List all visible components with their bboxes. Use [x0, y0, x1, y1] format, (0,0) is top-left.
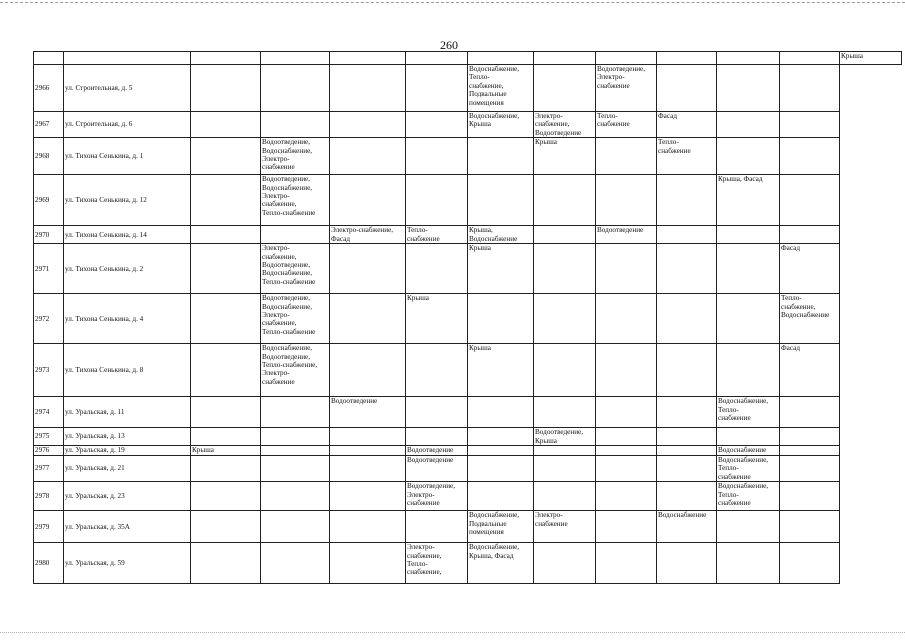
row-number: 2972 — [34, 294, 64, 344]
work-cell — [468, 482, 534, 511]
work-cell — [406, 65, 468, 112]
work-cell: Водоотведение — [596, 226, 657, 244]
work-cell — [330, 138, 406, 175]
row-address: ул. Уральская, д. 35А — [64, 511, 191, 543]
row-address: ул. Тихона Сенькина, д. 1 — [64, 138, 191, 175]
work-cell — [191, 138, 261, 175]
work-cell — [330, 244, 406, 294]
work-cell — [191, 344, 261, 397]
work-cell: Водоснабжение, Крыша — [468, 112, 534, 138]
work-cell: Водоотведение — [330, 397, 406, 428]
work-cell — [468, 294, 534, 344]
header-cell — [468, 52, 534, 65]
work-cell — [717, 543, 780, 584]
work-cell: Водоснабжение, Подвальные помещения — [468, 511, 534, 543]
row-address: ул. Тихона Сенькина, д. 12 — [64, 175, 191, 226]
work-cell — [534, 294, 596, 344]
row-number: 2973 — [34, 344, 64, 397]
work-cell — [780, 138, 840, 175]
work-cell: Крыша — [534, 138, 596, 175]
table-row — [34, 175, 902, 226]
table-row — [34, 65, 902, 112]
work-cell — [717, 65, 780, 112]
work-cell — [261, 397, 330, 428]
work-cell — [330, 65, 406, 112]
work-cell — [330, 446, 406, 456]
work-cell — [330, 175, 406, 226]
work-cell — [534, 65, 596, 112]
header-cell — [780, 52, 840, 65]
work-cell — [261, 482, 330, 511]
work-cell — [780, 175, 840, 226]
header-cell — [64, 52, 191, 65]
row-address: ул. Уральская, д. 23 — [64, 482, 191, 511]
work-cell: Электро- снабжение, Водоотведение — [534, 112, 596, 138]
row-number: 2971 — [34, 244, 64, 294]
table-row — [34, 112, 902, 138]
work-cell: Крыша — [191, 446, 261, 456]
row-address: ул. Уральская, д. 21 — [64, 456, 191, 482]
work-cell — [406, 428, 468, 446]
work-cell — [596, 543, 657, 584]
table-row — [34, 446, 902, 456]
work-cell — [596, 428, 657, 446]
table-row — [34, 428, 902, 446]
work-cell — [717, 428, 780, 446]
work-cell — [780, 226, 840, 244]
table-row — [34, 482, 902, 511]
work-cell — [780, 397, 840, 428]
work-cell — [534, 344, 596, 397]
work-cell — [657, 65, 717, 112]
work-cell: Водоотведение, Водоснабжение, Электро- снабжение, Тепло-снабжение — [261, 175, 330, 226]
work-cell — [406, 112, 468, 138]
work-cell — [261, 65, 330, 112]
row-number: 2978 — [34, 482, 64, 511]
work-cell: Крыша, Фасад — [717, 175, 780, 226]
work-cell — [657, 344, 717, 397]
work-cell — [780, 112, 840, 138]
work-cell: Водоотведение, Электро- снабжение — [596, 65, 657, 112]
work-cell — [468, 138, 534, 175]
work-cell — [657, 294, 717, 344]
work-cell: Тепло- снабжение — [657, 138, 717, 175]
work-cell: Водоснабжение, Тепло- снабжение, Подвальные помещения — [468, 65, 534, 112]
header-cell — [596, 52, 657, 65]
work-cell — [468, 397, 534, 428]
work-cell — [534, 226, 596, 244]
table-body — [34, 52, 902, 584]
work-cell: Тепло- снабжение — [406, 226, 468, 244]
work-cell: Крыша — [406, 294, 468, 344]
work-cell — [596, 482, 657, 511]
work-cell: Тепло- снабжение, Водоснабжение — [780, 294, 840, 344]
work-cell — [534, 397, 596, 428]
work-cell: Тепло- снабжение — [596, 112, 657, 138]
work-cell — [468, 446, 534, 456]
work-cell — [657, 244, 717, 294]
work-cell: Водоснабжение, Водоотведение, Тепло-снабжение, Электро- снабжение — [261, 344, 330, 397]
work-cell — [717, 112, 780, 138]
header-cell — [406, 52, 468, 65]
work-cell — [191, 456, 261, 482]
work-cell — [717, 226, 780, 244]
work-cell — [780, 543, 840, 584]
work-cell: Водоснабжение, Тепло- снабжение — [717, 482, 780, 511]
header-cell — [191, 52, 261, 65]
row-address: ул. Уральская, д. 19 — [64, 446, 191, 456]
work-cell — [191, 112, 261, 138]
work-cell: Водоотведение — [406, 446, 468, 456]
work-cell — [191, 428, 261, 446]
row-number: 2980 — [34, 543, 64, 584]
table-row — [34, 543, 902, 584]
work-cell — [261, 226, 330, 244]
work-cell — [596, 344, 657, 397]
work-cell — [657, 446, 717, 456]
work-cell — [596, 138, 657, 175]
header-cell — [261, 52, 330, 65]
work-cell: Электро- снабжение — [534, 511, 596, 543]
work-cell — [596, 456, 657, 482]
work-cell — [330, 543, 406, 584]
table-row — [34, 294, 902, 344]
work-cell — [780, 511, 840, 543]
work-cell — [657, 543, 717, 584]
work-cell — [406, 175, 468, 226]
work-cell — [330, 482, 406, 511]
work-cell — [596, 294, 657, 344]
work-cell — [717, 511, 780, 543]
work-cell — [468, 428, 534, 446]
row-address: ул. Тихона Сенькина, д. 8 — [64, 344, 191, 397]
work-cell — [261, 112, 330, 138]
work-cell: Водоотведение, Электро- снабжение — [406, 482, 468, 511]
work-cell — [191, 175, 261, 226]
work-cell — [330, 428, 406, 446]
row-address: ул. Уральская, д. 59 — [64, 543, 191, 584]
work-cell: Водоснабжение, Тепло- снабжение — [717, 397, 780, 428]
work-cell: Крыша — [468, 244, 534, 294]
work-cell — [534, 456, 596, 482]
work-cell — [191, 65, 261, 112]
work-cell — [596, 244, 657, 294]
work-cell — [534, 446, 596, 456]
scan-edge-top — [0, 2, 905, 3]
work-cell — [717, 244, 780, 294]
row-address: ул. Строительная, д. 5 — [64, 65, 191, 112]
work-cell — [717, 344, 780, 397]
work-cell — [717, 138, 780, 175]
work-cell: Водоснабжение, Тепло- снабжение — [717, 456, 780, 482]
row-address: ул. Тихона Сенькина, д. 4 — [64, 294, 191, 344]
work-cell: Водоотведение, Водоснабжение, Электро- снабжение, Тепло-снабжение — [261, 294, 330, 344]
table-row — [34, 138, 902, 175]
work-cell — [780, 65, 840, 112]
work-cell: Фасад — [780, 244, 840, 294]
header-cell — [330, 52, 406, 65]
work-cell — [534, 175, 596, 226]
header-cell — [657, 52, 717, 65]
row-address: ул. Тихона Сенькина, д. 14 — [64, 226, 191, 244]
work-cell — [596, 175, 657, 226]
work-cell — [261, 456, 330, 482]
row-number: 2970 — [34, 226, 64, 244]
work-cell: Водоснабжение — [717, 446, 780, 456]
work-cell — [406, 511, 468, 543]
table-row — [34, 244, 902, 294]
work-cell — [596, 446, 657, 456]
work-cell — [657, 456, 717, 482]
work-cell — [406, 244, 468, 294]
work-cell — [534, 543, 596, 584]
row-number: 2966 — [34, 65, 64, 112]
work-cell — [261, 446, 330, 456]
work-cell — [780, 446, 840, 456]
row-number: 2968 — [34, 138, 64, 175]
work-cell — [406, 138, 468, 175]
row-number: 2977 — [34, 456, 64, 482]
work-cell — [468, 175, 534, 226]
table-row — [34, 344, 902, 397]
work-cell — [330, 511, 406, 543]
work-cell: Электро- снабжение, Водоотведение, Водоснабжение, Тепло-снабжение — [261, 244, 330, 294]
work-cell — [780, 428, 840, 446]
row-address: ул. Уральская, д. 13 — [64, 428, 191, 446]
repair-schedule-table — [33, 51, 902, 584]
work-cell — [330, 456, 406, 482]
work-cell: Водоотведение, Крыша — [534, 428, 596, 446]
work-cell — [780, 482, 840, 511]
work-cell — [596, 397, 657, 428]
work-cell — [330, 112, 406, 138]
table-row — [34, 456, 902, 482]
work-cell — [191, 226, 261, 244]
work-cell — [657, 482, 717, 511]
work-cell — [717, 294, 780, 344]
work-cell: Фасад — [780, 344, 840, 397]
table-row — [34, 397, 902, 428]
header-cell — [717, 52, 780, 65]
work-cell: Водоснабжение — [657, 511, 717, 543]
work-cell — [191, 482, 261, 511]
page-number: 260 — [440, 38, 458, 52]
work-cell — [406, 397, 468, 428]
header-cell: Крыша — [840, 52, 902, 65]
work-cell — [191, 397, 261, 428]
header-cell — [534, 52, 596, 65]
work-cell — [468, 456, 534, 482]
row-address: ул. Строительная, д. 6 — [64, 112, 191, 138]
table-row — [34, 511, 902, 543]
work-cell — [657, 175, 717, 226]
row-number: 2974 — [34, 397, 64, 428]
table-row — [34, 226, 902, 244]
work-cell — [657, 397, 717, 428]
row-address: ул. Уральская, д. 11 — [64, 397, 191, 428]
work-cell — [191, 244, 261, 294]
work-cell — [406, 344, 468, 397]
work-cell — [330, 294, 406, 344]
row-number: 2967 — [34, 112, 64, 138]
work-cell — [596, 511, 657, 543]
work-cell — [191, 543, 261, 584]
work-cell — [780, 456, 840, 482]
work-cell: Водоснабжение, Крыша, Фасад — [468, 543, 534, 584]
work-cell: Электро-снабжение, Фасад — [330, 226, 406, 244]
table-header-row — [34, 52, 902, 65]
work-cell: Крыша, Водоснабжение — [468, 226, 534, 244]
work-cell — [330, 344, 406, 397]
work-cell: Водоотведение — [406, 456, 468, 482]
row-number: 2975 — [34, 428, 64, 446]
work-cell — [191, 294, 261, 344]
work-cell: Крыша — [468, 344, 534, 397]
work-cell — [191, 511, 261, 543]
row-number: 2979 — [34, 511, 64, 543]
work-cell — [261, 511, 330, 543]
work-cell — [261, 428, 330, 446]
row-number: 2969 — [34, 175, 64, 226]
work-cell — [534, 482, 596, 511]
row-address: ул. Тихона Сенькина, д. 2 — [64, 244, 191, 294]
header-cell — [34, 52, 64, 65]
work-cell — [261, 543, 330, 584]
work-cell — [657, 428, 717, 446]
work-cell: Электро- снабжение, Тепло- снабжение, — [406, 543, 468, 584]
work-cell — [657, 226, 717, 244]
scan-edge-bottom — [0, 632, 905, 633]
work-cell: Водоотведение, Водоснабжение, Электро- снабжение — [261, 138, 330, 175]
row-number: 2976 — [34, 446, 64, 456]
work-cell — [534, 244, 596, 294]
work-cell: Фасад — [657, 112, 717, 138]
